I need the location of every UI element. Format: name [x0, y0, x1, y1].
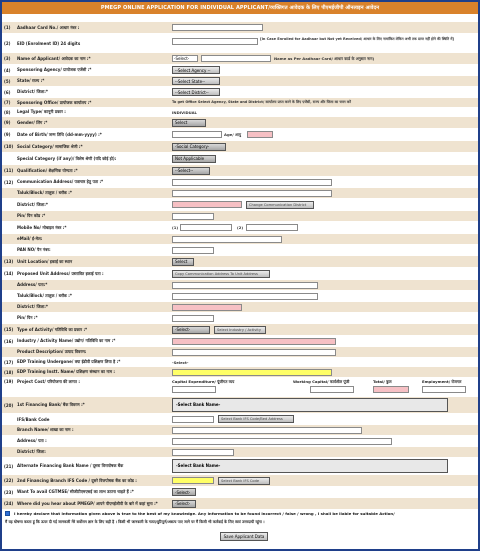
row-bank-address: [2, 436, 478, 446]
dob-input[interactable]: [172, 131, 222, 138]
district-select[interactable]: --Select District--: [172, 88, 220, 96]
row-pan: [2, 245, 478, 255]
row-email: [2, 234, 478, 244]
social-category-select[interactable]: -Social Category-: [172, 143, 226, 151]
legal-type-label: Legal Type/ कानूनी प्रकार :: [17, 109, 66, 114]
edp-inst-input[interactable]: [172, 369, 332, 376]
field-number: (9): [4, 120, 11, 125]
eid-label: EID (Enrolment ID) 24 digits: [17, 40, 81, 46]
field-number: (3): [4, 56, 11, 61]
ifs-label: IFS/Bank Code: [17, 416, 50, 422]
field-number: (8): [4, 109, 11, 115]
unit-district-label: District/ जिला:*: [17, 304, 48, 309]
row-project-cost: [2, 378, 478, 396]
comm-district-input[interactable]: [172, 201, 242, 208]
mobile-1-label: (1): [172, 225, 179, 230]
pin-input[interactable]: [172, 213, 214, 220]
row-unit-address: [2, 268, 478, 279]
row-edp-inst: [2, 367, 478, 377]
bank2-label: Alternate Financing Bank Name / दूसरा वित्तपोषक बैंक: [17, 463, 124, 468]
mobile-1-input[interactable]: [180, 224, 232, 231]
declaration-text-en: I hereby declare that information given above is true to the best of my knowledge. Any information to be found incorrect / false / wrong , I shall be liable for suitable Action/: [14, 511, 395, 516]
qualification-select[interactable]: --Select--: [172, 167, 210, 175]
comm-district-label: District/ जिला:*: [17, 201, 48, 207]
comm-address-label: Communication Address/ पत्राचार हेतु पता :*: [17, 179, 104, 184]
capex-header: Capital Expenditure/ पूंजीगत व्यय: [172, 379, 235, 384]
field-number: (19): [4, 379, 14, 384]
special-label: Special Category (if any)/ विशेष श्रेणी (यदि कोई हो):: [17, 155, 117, 161]
field-number: (10): [4, 144, 14, 149]
field-number: (11): [4, 168, 14, 173]
row-cgtmse: [2, 487, 478, 497]
project-cost-label: Project Cost/ परियोजना की लागत :: [17, 379, 80, 384]
pan-label: PAN NO/ पैन नंबर:: [17, 247, 51, 252]
row-unit-district: [2, 302, 478, 312]
row-pin: [2, 211, 478, 221]
bank2-ifs-label: 2nd Financing Branch IFS Code / दूसरे वित्तपोषक बैंक का कोड :: [17, 477, 137, 483]
employment-input[interactable]: [422, 386, 466, 393]
unit-taluk-input[interactable]: [172, 293, 318, 300]
field-number: (9): [4, 132, 11, 137]
row-state: [2, 76, 478, 86]
row-bank2: [2, 458, 478, 474]
bank1-select[interactable]: [172, 398, 448, 412]
declaration-block: [2, 510, 478, 528]
unit-location-label: Unit Location/ इकाई का स्थान: [17, 258, 73, 264]
gender-select[interactable]: Select: [172, 119, 206, 127]
row-bank1: [2, 397, 478, 413]
form-title: PMEGP ONLINE APPLICATION FOR INDIVIDUAL APPLICANT/व्यक्तिगत आवेदक के लिए पीएमईजीपी ऑनलाइन आवेदन: [2, 2, 478, 14]
gender-label: Gender/ लिंग :*: [17, 119, 48, 125]
wc-header: Working Capital/ कार्यशील पूंजी: [293, 379, 350, 384]
row-unit-address-line: [2, 280, 478, 290]
comm-address-input[interactable]: [172, 179, 332, 186]
row-bank2-ifs: [2, 475, 478, 486]
industry-label: Industry / Activity Name/ उद्योग/ गतिविधि का नाम :*: [17, 338, 116, 343]
row-office: [2, 98, 478, 107]
unit-location-select[interactable]: Select: [172, 258, 194, 266]
field-number: (18): [4, 369, 14, 375]
unit-addr-label: Address/ पता:*: [17, 282, 48, 287]
unit-pin-label: Pin/ पिन :*: [17, 315, 38, 320]
row-social-category: [2, 141, 478, 152]
field-number: (1): [4, 25, 11, 30]
field-number: (12): [4, 179, 14, 185]
taluk-label: Taluk/Block/ तालुक / ब्लॉक :*: [17, 190, 72, 195]
row-dob: [2, 129, 478, 140]
unit-pin-input[interactable]: [172, 315, 214, 322]
industry-input[interactable]: [172, 338, 336, 345]
field-number: (13): [4, 259, 14, 264]
legal-type-value: INDIVIDUAL: [172, 109, 197, 115]
field-number: (24): [4, 501, 14, 506]
qualification-label: Qualification/ शैक्षणिक योग्यता :*: [17, 167, 78, 173]
row-branch: [2, 425, 478, 435]
row-edp: [2, 358, 478, 366]
eid-input[interactable]: [172, 38, 258, 45]
heard-label: Where did you hear about PMEGP/ आपने पीएमईजीपी के बारे में कहां सुना :*: [17, 500, 158, 506]
state-label: State/ राज्य :*: [17, 78, 45, 83]
row-agency: [2, 65, 478, 75]
edp-select[interactable]: -Select-: [172, 359, 189, 365]
activity-select[interactable]: -Select-: [172, 326, 210, 334]
pin-label: Pin/ पिन कोड :*: [17, 213, 46, 218]
unit-taluk-label: Taluk/Block/ तालुक / ब्लॉक :*: [17, 293, 72, 298]
cgtmse-label: Want To avail CGTMSE/ सीजीटीएमएसई का लाभ उठाना चाहते हैं :*: [17, 489, 134, 494]
row-applicant-name: [2, 53, 478, 64]
dob-label: Date of Birth/ जन्म तिथि (dd-mm-yyyy) :*: [17, 131, 102, 137]
application-form: [2, 2, 478, 549]
bank2-select-text: -Select Bank Name-: [176, 463, 221, 468]
select-industry-button[interactable]: Select Industry / Activity: [214, 326, 266, 334]
email-label: eMail/ ई-मेल:: [17, 236, 43, 241]
unit-address-input[interactable]: [172, 282, 318, 289]
row-comm-district: [2, 199, 478, 210]
pan-input[interactable]: [172, 247, 214, 254]
heard-select[interactable]: -Select-: [172, 500, 196, 508]
aadhaar-label: Aadhaar Card No./ आधार नंबर :: [17, 24, 80, 30]
ifs-input[interactable]: [172, 416, 214, 423]
agency-label: Sponsoring Agency/ प्रायोजक एजेंसी :*: [17, 67, 92, 72]
field-number: (16): [4, 338, 14, 344]
row-taluk: [2, 188, 478, 198]
activity-label: Type of Activity/ गतिविधि का प्रकार :*: [17, 326, 88, 332]
branch-label: Branch Name/ शाखा का नाम :: [17, 427, 74, 432]
select-bank2-ifs-button[interactable]: Select Bank IFS Code: [218, 477, 270, 485]
row-district: [2, 87, 478, 97]
employment-header: Employment/ रोजगार: [422, 379, 462, 384]
bank1-select-text: -Select Bank Name-: [176, 402, 221, 407]
agency-select[interactable]: --Select Agency --: [172, 66, 220, 74]
bank2-select[interactable]: [172, 459, 448, 473]
field-number: (23): [4, 489, 14, 495]
field-number: (21): [4, 463, 14, 469]
bank1-label: 1st Financing Bank/ बैंक विवरण :*: [17, 402, 85, 407]
row-heard: [2, 498, 478, 509]
mobile-2-input[interactable]: [246, 224, 298, 231]
row-unit-taluk: [2, 291, 478, 301]
bank-address-input[interactable]: [172, 438, 392, 445]
row-product: [2, 347, 478, 357]
field-number: (14): [4, 271, 14, 276]
age-label: Age/ आयु: [224, 131, 242, 137]
bank-district-input[interactable]: [172, 449, 234, 456]
row-activity: [2, 324, 478, 335]
product-input[interactable]: [172, 349, 336, 356]
row-ifs: [2, 414, 478, 424]
row-unit-location: [2, 256, 478, 267]
field-number: (17): [4, 359, 14, 365]
office-label: Sponsoring Office/ प्रायोजक कार्यालय :*: [17, 99, 92, 105]
field-number: (20): [4, 402, 14, 408]
row-comm-address: [2, 177, 478, 187]
special-category-select[interactable]: Not Applicable: [172, 155, 216, 163]
row-aadhaar: [2, 22, 478, 33]
total-header: Total/ कुल: [373, 379, 392, 384]
total-input[interactable]: [373, 386, 409, 393]
social-label: Social Category/ सामाजिक श्रेणी :*: [17, 143, 83, 149]
row-special-category: [2, 153, 478, 164]
copy-address-button[interactable]: Copy Communication Address To Unit Address: [172, 270, 270, 278]
field-number: (2): [4, 40, 11, 46]
bank-address-label: Address/ पता :: [17, 438, 47, 443]
branch-input[interactable]: [172, 427, 362, 434]
office-note: To get Office Select Agency, State and District/ कार्यालय प्राप्त करने के लिए एजेंसी, राज्य और जिला का चयन करें: [172, 100, 351, 104]
district-label: District/ जिला:*: [17, 89, 48, 94]
bank-district-label: District/ जिला:: [17, 449, 46, 454]
row-unit-pin: [2, 313, 478, 323]
bank2-ifs-input[interactable]: [172, 477, 214, 484]
name-prefix-select[interactable]: -Select-: [172, 55, 198, 62]
field-number: (15): [4, 327, 14, 332]
cgtmse-select[interactable]: -Select-: [172, 488, 196, 496]
eid-note: [In Case Enrolled for Aadhaar but Not yet Received/ आधार के लिए नामांकित लेकिन अभी तक प्राप्त नहीं होने की स्थिति में]: [260, 37, 455, 41]
wc-input[interactable]: [310, 386, 354, 393]
save-applicant-button[interactable]: Save Applicant Data: [220, 532, 268, 541]
declaration-checkbox[interactable]: [5, 511, 10, 516]
field-number: (6): [4, 89, 11, 95]
capex-input[interactable]: [172, 386, 216, 393]
change-district-button[interactable]: Change Communication District: [246, 201, 314, 209]
mobile-2-label: (2): [237, 225, 244, 230]
age-input[interactable]: [247, 131, 273, 138]
taluk-input[interactable]: [172, 190, 332, 197]
name-note: Name as Per Aadhaar Card/ आधार कार्ड के अनुसार नाम): [274, 55, 375, 61]
row-industry: [2, 336, 478, 346]
field-number: (5): [4, 78, 11, 84]
email-input[interactable]: [172, 236, 282, 243]
row-eid: [2, 34, 478, 52]
unit-district-input[interactable]: [172, 304, 242, 311]
field-number: (22): [4, 478, 14, 483]
row-mobile: [2, 222, 478, 233]
field-number: (4): [4, 67, 11, 73]
select-ifs-button[interactable]: Select Bank IFS Code/Bed Address: [218, 415, 294, 423]
unit-address-label: Proposed Unit Address/ प्रस्तावित इकाई पता :: [17, 270, 104, 276]
aadhaar-input[interactable]: [172, 24, 263, 31]
mobile-label: Mobile No/ मोबाइल नंबर :*: [17, 224, 67, 230]
row-gender: [2, 117, 478, 128]
edp-inst-label: EDP Training Instt. Name/ प्रशिक्षण संस्थान का नाम :: [17, 369, 115, 374]
applicant-name-input[interactable]: [201, 55, 271, 62]
applicant-name-label: Name of Applicant/ आवेदक का नाम :*: [17, 55, 91, 61]
edp-label: EDP Training Undergone/ क्या ईडीपी प्रशिक्षण लिया है :*: [17, 359, 121, 364]
field-number: (7): [4, 100, 11, 105]
declaration-text-hi: मैं यह घोषणा करता हूं कि ऊपर दी गई जानकारी मेरे सर्वोत्तम ज्ञान के लिए सही है । किसी भी जानकारी के गलत/त्रुटिपूर्ण/असत्य पाए जाने पर मैं किसी भी कार्रवाई के लिए स्वयं उत्तरदायी रहूंगा ।: [5, 520, 265, 524]
product-label: Product Description/ उत्पाद विवरण:: [17, 349, 87, 354]
row-bank-district: [2, 447, 478, 457]
row-qualification: [2, 165, 478, 176]
state-select[interactable]: --Select State--: [172, 77, 220, 85]
row-legal-type: [2, 108, 478, 116]
